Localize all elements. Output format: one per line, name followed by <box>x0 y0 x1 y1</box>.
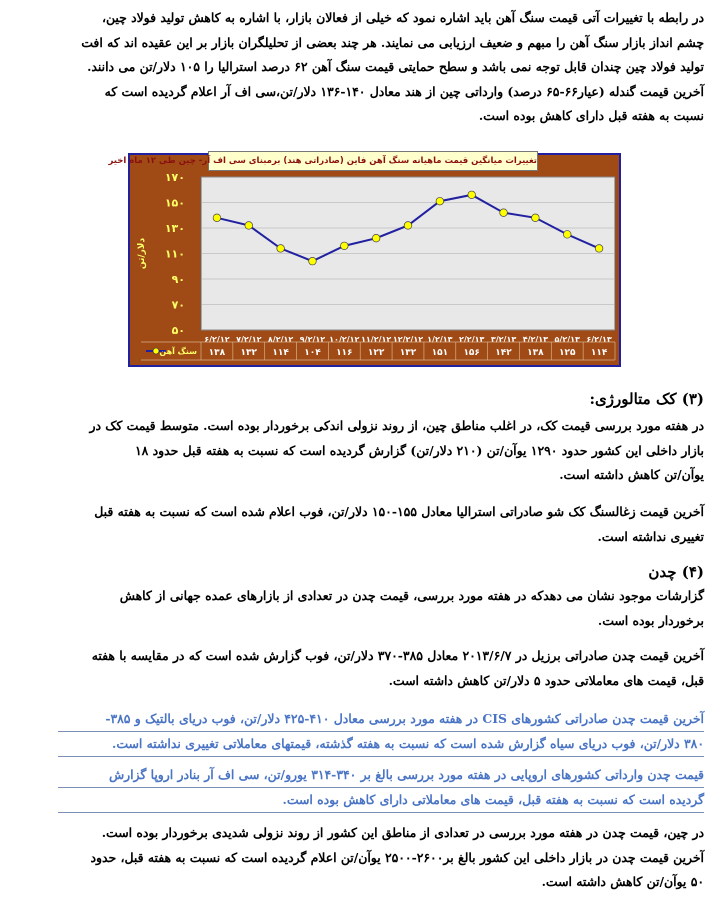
data-table-value: ۱۳۲ <box>240 348 258 358</box>
x-tick-label: ۸/۲/۱۲ <box>267 335 294 344</box>
data-point <box>277 245 285 253</box>
coke-paragraph-2 <box>58 500 704 549</box>
x-tick-label: ۱/۲/۱۳ <box>427 335 453 344</box>
data-table-value: ۱۵۱ <box>431 348 449 358</box>
text-line: ۳۸۰ دلار/تن، فوب دریای سیاه گزارش شده است که نسبت به هفته گذشته، قیمتهای معاملاتی تغییری نداشته است. <box>112 735 704 751</box>
data-table-value: ۱۱۴ <box>272 348 289 358</box>
intro-paragraph <box>58 6 704 129</box>
legend-swatch-marker <box>153 348 159 354</box>
text-line: بازار داخلی این کشور حدود ۱۲۹۰ یوآن/تن (۲۱۰ دلار/تن) گزارش گردیده است که نسبت به هفته قبل حدود ۱۸ <box>135 442 704 458</box>
y-tick-label: ۱۷۰ <box>164 171 185 184</box>
text-line: قبل، قیمت های معاملاتی حدود ۵ دلار/تن کاهش داشته است. <box>388 672 704 688</box>
underline <box>58 756 704 757</box>
x-tick-label: ۷/۲/۱۲ <box>236 335 262 344</box>
data-point <box>309 257 317 265</box>
y-tick-label: ۱۳۰ <box>164 222 185 235</box>
data-table-value: ۱۰۴ <box>304 348 321 358</box>
text-line: در هفته مورد بررسی قیمت کک، در اغلب مناطق چین، از روند نزولی اندکی برخوردار بوده است. متوسط قیمت کک در <box>89 418 704 433</box>
y-tick-label: ۹۰ <box>171 273 185 286</box>
legend-label: سنگ آهن <box>159 347 197 356</box>
x-tick-label: ۴/۲/۱۳ <box>522 335 549 344</box>
data-table-value: ۱۱۴ <box>590 348 608 358</box>
section-heading-pig-iron: (۴) چدن <box>648 563 704 581</box>
text-line: آخرین قیمت زغالسنگ کک شو صادراتی استرالیا معادل ۱۵۵-۱۵۰ دلار/تن، فوب اعلام شده است که نسبت به هفته قبل <box>94 504 704 519</box>
line-chart <box>128 153 621 367</box>
y-tick-label: ۱۵۰ <box>164 196 185 210</box>
data-point <box>372 234 380 242</box>
data-table-value: ۱۱۶ <box>336 348 353 358</box>
y-tick-label: ۵۰ <box>171 324 185 337</box>
text-line: گردیده است که نسبت به هفته قبل، قیمت های معاملاتی دارای کاهش بوده است. <box>282 791 704 807</box>
data-table-value: ۱۳۸ <box>527 348 544 358</box>
x-tick-label: ۱۲/۲/۱۲ <box>392 335 424 344</box>
text-line: برخوردار بوده است. <box>597 612 704 628</box>
text-line: گزارشات موجود نشان می دهدکه در هفته مورد بررسی، قیمت چدن در تعدادی از بازارهای عمده جهانی از کاهش <box>119 588 704 603</box>
text-line: آخرین قیمت چدن در بازار داخلی این کشور بالغ بر۲۶۰۰-۲۵۰۰ یوآن/تن اعلام گردیده است که نسبت به هفته قبل، حدود <box>90 849 704 865</box>
data-point <box>595 245 603 253</box>
text-line: آخرین قیمت گندله (عیار۶۶-۶۵ درصد) وارداتی چین از هند معادل ۱۴۰-۱۳۶ دلار/تن،سی اف آر اعلام گردیده است که <box>104 83 704 99</box>
data-table-value: ۱۳۸ <box>208 348 226 358</box>
chart-title: تغییرات میانگین قیمت ماهیانه سنگ آهن فاین (صادراتی هند) برمبنای سی اف آر- چین طی ۱۲ ماه اخیر <box>208 151 538 171</box>
data-point <box>436 197 444 205</box>
text-line: چشم انداز بازار سنگ آهن را مبهم و ضعیف ارزیابی می نمایند. هر چند بعضی از تحلیلگران بازار بر این عقیده اند که افت <box>81 34 704 50</box>
data-point <box>341 242 349 250</box>
underline <box>58 812 704 813</box>
text-line: آخرین قیمت چدن صادراتی برزیل در ۲۰۱۳/۶/۷ معادل ۳۸۵-۳۷۰ دلار/تن، فوب گزارش شده است که در مقایسه با هفته <box>91 648 704 663</box>
x-tick-label: ۵/۲/۱۳ <box>554 335 580 344</box>
coke-paragraph-1 <box>58 414 704 488</box>
data-point <box>404 222 412 230</box>
text-line: ۵۰ یوآن/تن کاهش داشته است. <box>541 874 704 889</box>
data-point <box>563 231 571 239</box>
text-line: در چین، قیمت چدن در هفته مورد بررسی در تعدادی از مناطق این کشور از روند نزولی شدیدی برخوردار بوده است. <box>101 825 704 840</box>
text-line: تغییری نداشته است. <box>597 528 704 544</box>
x-tick-label: ۶/۲/۱۲ <box>204 335 230 344</box>
x-tick-label: ۶/۲/۱۳ <box>586 335 612 344</box>
data-point <box>213 214 221 222</box>
text-line: تولید فولاد چین چندان قابل توجه نمی باشد و سطح حمایتی قیمت سنگ آهن ۶۲ درصد استرالیا را ۱۰۵ دلار/تن می دانند. <box>87 59 704 74</box>
x-tick-label: ۲/۲/۱۳ <box>459 335 485 344</box>
data-table-value: ۱۲۲ <box>367 348 385 358</box>
underline <box>58 787 704 788</box>
text-line: یوآن/تن کاهش داشته است. <box>559 467 704 482</box>
text-line: آخرین قیمت چدن صادراتی کشورهای CIS در هفته مورد بررسی معادل ۴۱۰-۴۲۵ دلار/تن، فوب دریای بالتیک و ۳۸۵- <box>105 711 704 726</box>
data-table-value: ۱۵۶ <box>463 348 480 358</box>
pig-iron-paragraph-2 <box>58 644 704 693</box>
data-table-value: ۱۳۲ <box>399 348 417 358</box>
y-axis-label: دلار/تن <box>137 237 147 270</box>
data-point <box>532 214 540 222</box>
y-tick-label: ۱۱۰ <box>164 247 185 261</box>
data-table-value: ۱۲۵ <box>558 348 576 358</box>
text-line: نسبت به هفته قبل دارای کاهش بوده است. <box>478 108 704 123</box>
china-paragraph <box>58 821 704 895</box>
text-line: قیمت چدن وارداتی کشورهای اروپایی در هفته مورد بررسی بالغ بر ۳۴۰-۳۱۴ یورو/تن، سی اف آر بنادر اروپا گزارش <box>108 767 704 782</box>
data-point <box>500 209 508 217</box>
section-heading-coke: (۳) کک متالورژی: <box>589 390 704 408</box>
pig-iron-paragraph-1 <box>58 584 704 633</box>
data-point <box>245 222 253 230</box>
underline <box>58 731 704 732</box>
x-tick-label: ۱۱/۲/۱۲ <box>361 335 392 344</box>
x-tick-label: ۱۰/۲/۱۲ <box>329 335 360 344</box>
x-tick-label: ۳/۲/۱۳ <box>490 335 517 344</box>
data-point <box>468 191 476 199</box>
data-table-value: ۱۴۲ <box>495 348 512 358</box>
text-line: در رابطه با تغییرات آتی قیمت سنگ آهن باید اشاره نمود که خیلی از فعالان بازار، با اشاره به کاهش تولید فولاد چین، <box>101 10 704 25</box>
y-tick-label: ۷۰ <box>171 298 185 312</box>
x-tick-label: ۹/۲/۱۲ <box>299 335 326 344</box>
